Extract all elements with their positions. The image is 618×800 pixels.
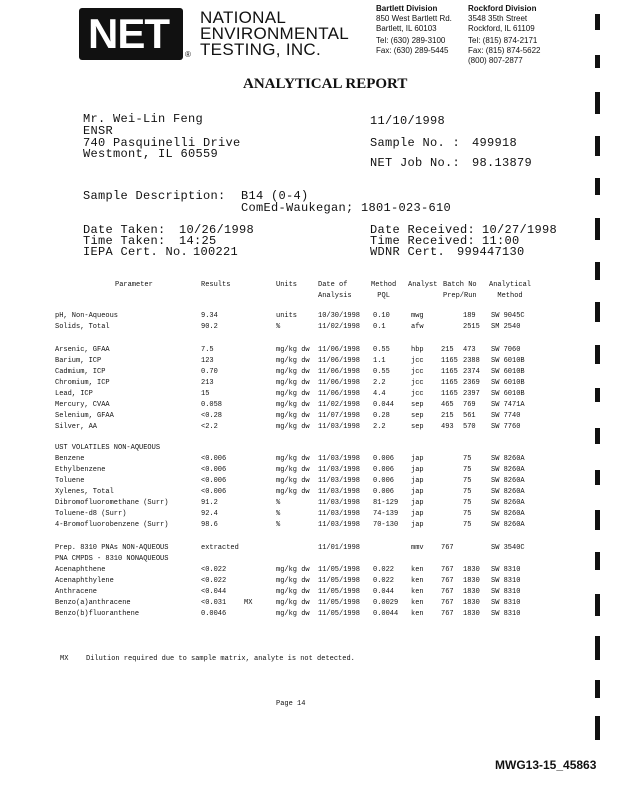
cell-method: SW 6010B — [491, 357, 525, 365]
cell-units: mg/kg dw — [276, 357, 310, 365]
rockford-address: Rockford Division 3548 35th Street Rockford, IL 61109 Tel: (815) 874-2171 Fax: (815) 874-5622 (800) 807-2877 — [468, 4, 541, 65]
cell-batch-run: 1830 — [463, 599, 480, 607]
cell-parameter: Mercury, CVAA — [55, 401, 110, 409]
cell-units: mg/kg dw — [276, 401, 310, 409]
edge-mark — [595, 470, 600, 485]
cell-date: 11/06/1998 — [318, 357, 361, 365]
cell-result: 90.2 — [201, 323, 218, 331]
cell-pql: 0.022 — [373, 577, 395, 585]
cell-pql: 4.4 — [373, 390, 386, 398]
client-city: Westmont, IL 60559 — [83, 147, 219, 161]
cell-analyst: ken — [411, 577, 424, 585]
cell-pql: 0.1 — [373, 323, 386, 331]
cell-batch-run: 1830 — [463, 610, 480, 618]
cell-result: <0.006 — [201, 466, 227, 474]
cell-batch-run: 2388 — [463, 357, 480, 365]
registered-mark: ® — [185, 50, 191, 59]
cell-method: SW 8260A — [491, 477, 525, 485]
edge-mark — [595, 345, 600, 364]
cell-batch-prep: 215 — [441, 412, 454, 420]
cell-analyst: jcc — [411, 379, 424, 387]
cell-result: <2.2 — [201, 423, 218, 431]
cell-result: 9.34 — [201, 312, 218, 320]
cell-batch-run: 189 — [463, 312, 476, 320]
cell-units: % — [276, 521, 281, 529]
cell-parameter: Arsenic, GFAA — [55, 346, 110, 354]
cell-units: mg/kg dw — [276, 390, 310, 398]
cell-pql: 0.10 — [373, 312, 390, 320]
cell-parameter: Silver, AA — [55, 423, 98, 431]
cell-analyst: afw — [411, 323, 424, 331]
cell-batch-run: 2515 — [463, 323, 480, 331]
cell-analyst: sep — [411, 412, 424, 420]
cell-result: <0.031 — [201, 599, 227, 607]
cell-method: SW 8310 — [491, 566, 521, 574]
cell-batch-run: 75 — [463, 521, 472, 529]
col-date-of: Date of Analysis — [318, 281, 352, 300]
footnote-code: MX — [60, 655, 69, 663]
cell-parameter: Acenaphthylene — [55, 577, 114, 585]
cell-result: 123 — [201, 357, 214, 365]
cell-result: 213 — [201, 379, 214, 387]
date-taken: 10/26/1998 — [179, 223, 255, 237]
cell-analyst: mwg — [411, 312, 424, 320]
cell-units: mg/kg dw — [276, 588, 310, 596]
cell-result: 0.70 — [201, 368, 218, 376]
cell-batch-run: 75 — [463, 455, 472, 463]
cell-analyst: ken — [411, 599, 424, 607]
cell-batch-run: 1830 — [463, 588, 480, 596]
cell-analyst: jap — [411, 477, 424, 485]
company-name-line-2: ENVIRONMENTAL — [200, 24, 350, 43]
cell-method: SW 7471A — [491, 401, 525, 409]
cell-units: mg/kg dw — [276, 477, 310, 485]
edge-mark — [595, 262, 600, 280]
job-no-label: NET Job No.: — [370, 156, 461, 170]
cell-analyst: ken — [411, 588, 424, 596]
cell-batch-prep: 767 — [441, 544, 454, 552]
logo-text: NET — [88, 10, 169, 57]
cell-method: SW 8310 — [491, 577, 521, 585]
edge-mark — [595, 636, 600, 660]
date-received-label: Date Received: — [370, 223, 476, 237]
cell-units: mg/kg dw — [276, 466, 310, 474]
cell-method: SW 6010B — [491, 379, 525, 387]
cell-analyst: jap — [411, 510, 424, 518]
time-taken-label: Time Taken: — [83, 234, 166, 248]
cell-date: 11/06/1998 — [318, 346, 361, 354]
cell-batch-prep: 767 — [441, 599, 454, 607]
cell-result: <0.006 — [201, 477, 227, 485]
sample-no-label: Sample No. : — [370, 136, 461, 150]
cell-units: mg/kg dw — [276, 379, 310, 387]
cell-units: mg/kg dw — [276, 368, 310, 376]
cell-units: mg/kg dw — [276, 488, 310, 496]
cell-parameter: Dibromofluoromethane (Surr) — [55, 499, 169, 507]
edge-mark — [595, 55, 600, 68]
report-date: 11/10/1998 — [370, 114, 446, 128]
cell-parameter: Solids, Total — [55, 323, 110, 331]
cell-result: 15 — [201, 390, 210, 398]
cell-units: mg/kg dw — [276, 577, 310, 585]
cell-date: 11/06/1998 — [318, 390, 361, 398]
cell-analyst: ken — [411, 610, 424, 618]
cell-date: 11/03/1998 — [318, 477, 361, 485]
cell-batch-prep: 1165 — [441, 357, 458, 365]
cell-flag: MX — [244, 599, 253, 607]
time-received-label: Time Received: — [370, 234, 476, 248]
cell-batch-prep: 1165 — [441, 390, 458, 398]
page-number: Page 14 — [276, 700, 306, 708]
cell-batch-run: 1830 — [463, 577, 480, 585]
cell-units: % — [276, 499, 281, 507]
cell-result: <0.28 — [201, 412, 223, 420]
cell-analyst: jcc — [411, 368, 424, 376]
cell-pql: 81-129 — [373, 499, 399, 507]
cell-batch-run: 2397 — [463, 390, 480, 398]
cell-result: 92.4 — [201, 510, 218, 518]
cell-parameter: Barium, ICP — [55, 357, 102, 365]
cell-parameter: Toluene — [55, 477, 85, 485]
cell-pql: 0.006 — [373, 466, 395, 474]
edge-mark — [595, 716, 600, 740]
bartlett-address: Bartlett Division 850 West Bartlett Rd. Bartlett, IL 60103 Tel: (630) 289-3100 Fax: (630) 289-5445 — [376, 4, 452, 55]
edge-mark — [595, 92, 600, 114]
cell-date: 11/06/1998 — [318, 368, 361, 376]
cell-analyst: mmv — [411, 544, 424, 552]
cell-pql: 0.006 — [373, 488, 395, 496]
cell-method: SW 3540C — [491, 544, 525, 552]
cell-date: 11/01/1998 — [318, 544, 361, 552]
cell-result: <0.006 — [201, 455, 227, 463]
cell-batch-run: 75 — [463, 499, 472, 507]
cell-analyst: ken — [411, 566, 424, 574]
cell-batch-run: 561 — [463, 412, 476, 420]
cell-date: 11/07/1998 — [318, 412, 361, 420]
cell-method: SW 8260A — [491, 521, 525, 529]
cell-date: 11/03/1998 — [318, 499, 361, 507]
sample-desc-label: Sample Description: — [83, 189, 226, 203]
edge-mark — [595, 218, 600, 240]
cell-batch-run: 769 — [463, 401, 476, 409]
cell-date: 11/03/1998 — [318, 521, 361, 529]
col-units: Units — [276, 281, 298, 289]
edge-mark — [595, 178, 600, 195]
cell-date: 11/03/1998 — [318, 510, 361, 518]
cell-result: extracted — [201, 544, 239, 552]
cell-date: 10/30/1998 — [318, 312, 361, 320]
sheet-id: MWG13-15_45863 — [495, 758, 597, 772]
cell-method: SW 6010B — [491, 390, 525, 398]
col-parameter: Parameter — [115, 281, 153, 289]
cell-method: SW 8260A — [491, 455, 525, 463]
col-method-pql: Method PQL — [371, 281, 397, 300]
cell-batch-prep: 1165 — [441, 368, 458, 376]
cell-method: SW 9045C — [491, 312, 525, 320]
cell-result: <0.006 — [201, 488, 227, 496]
cell-method: SW 7740 — [491, 412, 521, 420]
cell-method: SW 7760 — [491, 423, 521, 431]
cell-pql: 0.006 — [373, 455, 395, 463]
cell-analyst: jcc — [411, 390, 424, 398]
cell-pql: 0.28 — [373, 412, 390, 420]
cell-parameter: Benzo(a)anthracene — [55, 599, 131, 607]
cell-pql: 1.1 — [373, 357, 386, 365]
cell-analyst: jap — [411, 455, 424, 463]
cell-parameter: Benzene — [55, 455, 85, 463]
cell-units: mg/kg dw — [276, 599, 310, 607]
cell-analyst: hbp — [411, 346, 424, 354]
footnote-text: Dilution required due to sample matrix, analyte is not detected. — [86, 655, 355, 663]
cell-method: SW 8260A — [491, 466, 525, 474]
sample-desc-2: ComEd-Waukegan; 1801-023-610 — [241, 201, 452, 215]
cell-parameter: Cadmium, ICP — [55, 368, 106, 376]
cell-pql: 70-130 — [373, 521, 399, 529]
cell-pql: 2.2 — [373, 423, 386, 431]
cell-date: 11/02/1998 — [318, 401, 361, 409]
cell-pql: 0.55 — [373, 368, 390, 376]
cell-date: 11/02/1998 — [318, 323, 361, 331]
cell-batch-run: 75 — [463, 466, 472, 474]
cell-batch-prep: 493 — [441, 423, 454, 431]
edge-mark — [595, 552, 600, 570]
edge-mark — [595, 680, 600, 698]
cell-units: units — [276, 312, 298, 320]
edge-mark — [595, 388, 600, 402]
wdnr-label: WDNR Cert. — [370, 245, 446, 259]
cell-date: 11/03/1998 — [318, 466, 361, 474]
edge-mark — [595, 594, 600, 616]
cell-method: SW 6010B — [491, 368, 525, 376]
cell-pql: 2.2 — [373, 379, 386, 387]
cell-method: SW 7060 — [491, 346, 521, 354]
cell-result: <0.022 — [201, 566, 227, 574]
cell-date: 11/03/1998 — [318, 488, 361, 496]
company-name-line-1: NATIONAL — [200, 8, 287, 27]
cell-batch-prep: 465 — [441, 401, 454, 409]
cell-pql: 0.0029 — [373, 599, 399, 607]
date-received: 10/27/1998 — [482, 223, 558, 237]
cell-units: mg/kg dw — [276, 455, 310, 463]
cell-batch-run: 1830 — [463, 566, 480, 574]
cell-method: SW 8260A — [491, 510, 525, 518]
cell-pql: 0.044 — [373, 588, 395, 596]
cell-result: 0.0046 — [201, 610, 227, 618]
client-company: ENSR — [83, 124, 114, 138]
cell-batch-prep: 767 — [441, 588, 454, 596]
cell-parameter: Prep. 8310 PNAs NON-AQUEOUS — [55, 544, 169, 552]
cell-parameter: Lead, ICP — [55, 390, 93, 398]
edge-mark — [595, 136, 600, 156]
cell-method: SW 8260A — [491, 488, 525, 496]
cell-date: 11/05/1998 — [318, 599, 361, 607]
cell-units: % — [276, 510, 281, 518]
col-analytical-method: Analytical Method — [489, 281, 532, 300]
cell-units: mg/kg dw — [276, 423, 310, 431]
date-taken-label: Date Taken: — [83, 223, 166, 237]
cell-batch-run: 75 — [463, 477, 472, 485]
client-name: Mr. Wei-Lin Feng — [83, 112, 204, 126]
cell-result: <0.022 — [201, 577, 227, 585]
cell-batch-run: 75 — [463, 488, 472, 496]
cell-parameter: 4-Bromofluorobenzene (Surr) — [55, 521, 169, 529]
cell-method: SW 8260A — [491, 499, 525, 507]
wdnr-number: 999447130 — [457, 245, 525, 259]
cell-parameter: PNA CMPDS - 8310 NONAQUEOUS — [55, 555, 169, 563]
cell-pql: 0.0044 — [373, 610, 399, 618]
cell-parameter: Anthracene — [55, 588, 98, 596]
cell-batch-prep: 767 — [441, 566, 454, 574]
cell-batch-run: 570 — [463, 423, 476, 431]
cell-analyst: jap — [411, 466, 424, 474]
cell-batch-run: 2369 — [463, 379, 480, 387]
cell-batch-prep: 215 — [441, 346, 454, 354]
cell-date: 11/05/1998 — [318, 610, 361, 618]
cell-analyst: jap — [411, 521, 424, 529]
edge-mark — [595, 428, 600, 444]
cell-result: 0.058 — [201, 401, 223, 409]
cell-pql: 74-139 — [373, 510, 399, 518]
cell-result: 7.5 — [201, 346, 214, 354]
client-street: 740 Pasquinelli Drive — [83, 136, 241, 150]
cell-analyst: sep — [411, 423, 424, 431]
cell-parameter: pH, Non-Aqueous — [55, 312, 119, 320]
col-batch: Batch No Prep/Run — [443, 281, 477, 300]
edge-mark — [595, 302, 600, 322]
edge-mark — [595, 14, 600, 30]
cell-units: % — [276, 323, 281, 331]
cell-pql: 0.006 — [373, 477, 395, 485]
time-taken: 14:25 — [179, 234, 217, 248]
cell-batch-run: 2374 — [463, 368, 480, 376]
cell-analyst: jap — [411, 499, 424, 507]
cell-analyst: sep — [411, 401, 424, 409]
cell-method: SM 2540 — [491, 323, 521, 331]
sample-no: 499918 — [472, 136, 518, 150]
cell-parameter: Chromium, ICP — [55, 379, 110, 387]
cell-batch-prep: 1165 — [441, 379, 458, 387]
iepa-label: IEPA Cert. No. — [83, 245, 189, 259]
cell-parameter: Ethylbenzene — [55, 466, 106, 474]
cell-method: SW 8310 — [491, 599, 521, 607]
edge-mark — [595, 510, 600, 530]
cell-analyst: jap — [411, 488, 424, 496]
cell-units: mg/kg dw — [276, 412, 310, 420]
cell-units: mg/kg dw — [276, 346, 310, 354]
cell-units: mg/kg dw — [276, 610, 310, 618]
cell-batch-prep: 767 — [441, 610, 454, 618]
cell-date: 11/06/1998 — [318, 379, 361, 387]
col-analyst: Analyst — [408, 281, 438, 289]
cell-pql: 0.55 — [373, 346, 390, 354]
cell-pql: 0.022 — [373, 566, 395, 574]
time-received: 11:00 — [482, 234, 520, 248]
job-no: 98.13879 — [472, 156, 533, 170]
cell-date: 11/05/1998 — [318, 588, 361, 596]
cell-batch-prep: 767 — [441, 577, 454, 585]
company-name-line-3: TESTING, INC. — [200, 40, 322, 59]
cell-result: 98.6 — [201, 521, 218, 529]
sample-desc-1: B14 (0-4) — [241, 189, 309, 203]
col-results: Results — [201, 281, 231, 289]
iepa-number: 100221 — [193, 245, 239, 259]
cell-method: SW 8310 — [491, 610, 521, 618]
cell-result: 91.2 — [201, 499, 218, 507]
cell-parameter: Acenaphthene — [55, 566, 106, 574]
cell-batch-run: 75 — [463, 510, 472, 518]
cell-parameter: Selenium, GFAA — [55, 412, 114, 420]
cell-batch-run: 473 — [463, 346, 476, 354]
cell-date: 11/03/1998 — [318, 455, 361, 463]
cell-pql: 0.044 — [373, 401, 395, 409]
cell-method: SW 8310 — [491, 588, 521, 596]
cell-units: mg/kg dw — [276, 566, 310, 574]
cell-analyst: jcc — [411, 357, 424, 365]
cell-date: 11/03/1998 — [318, 423, 361, 431]
report-title: ANALYTICAL REPORT — [243, 76, 408, 92]
cell-parameter: UST VOLATILES NON-AQUEOUS — [55, 444, 161, 452]
cell-parameter: Xylenes, Total — [55, 488, 114, 496]
cell-result: <0.044 — [201, 588, 227, 596]
cell-parameter: Toluene-d8 (Surr) — [55, 510, 127, 518]
cell-parameter: Benzo(b)fluoranthene — [55, 610, 140, 618]
cell-date: 11/05/1998 — [318, 566, 361, 574]
cell-date: 11/05/1998 — [318, 577, 361, 585]
